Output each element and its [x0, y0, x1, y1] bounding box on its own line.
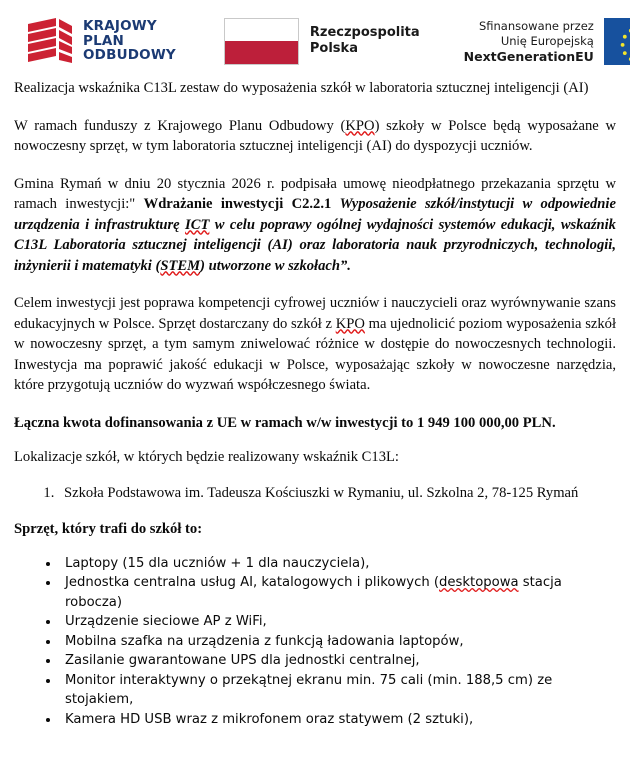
list-item — [60, 573, 616, 612]
eu-funding-logo — [464, 18, 630, 65]
paragraph-agreement — [14, 174, 616, 277]
list-item: • Urządzenie sieciowe AP z WiFi, — [60, 612, 616, 632]
list-item: • Monitor interaktywny o przekątnej ekranu min. 75 cali (min. 188,5 cm) ze stojakiem, — [60, 671, 616, 710]
list-item: • Mobilna szafka na urządzenia z funkcją ładowania laptopów, — [60, 632, 616, 652]
agreement-misspelled-stem: STEM — [160, 257, 201, 274]
eu-word-line-2: Unię Europejską — [500, 33, 594, 48]
list-item: • Laptopy (15 dla uczniów + 1 dla nauczyciela), — [60, 554, 616, 574]
poland-logo — [224, 18, 420, 65]
kpo-word-line-2: PLAN — [83, 32, 125, 49]
agreement-italic-2: w celu poprawy ogólnej wydajności systemów edukacji, wskaźnik C13L Laboratoria sztucznej inteligencji (AI) oraz laboratoria nauk przyrodniczych, technologii, inżynierii i matematyki ( — [14, 216, 616, 274]
list-item: 1. Szkoła Podstawowa im. Tadeusza Kościuszki w Rymaniu, ul. Szkolna 2, 78-125 Rymań — [58, 483, 616, 504]
funds-text-after: ) szkoły w Polsce będą wyposażane w nowoczesny sprzęt, w tym laboratoria sztucznej inteligencji (AI) do dyspozycji uczniów. — [14, 117, 616, 154]
funds-text-before: W ramach funduszy z Krajowego Planu Odbudowy ( — [14, 117, 346, 134]
kpo-word-line-3: ODBUDOWY — [83, 47, 176, 64]
poland-word-line-2: Polska — [309, 41, 358, 56]
kpo-word-line-1: KRAJOWY — [83, 18, 157, 35]
poland-word-line-1: Rzeczpospolita — [309, 25, 420, 40]
paragraph-intro: Realizacja wskaźnika C13L zestaw do wyposażenia szkół w laboratoria sztucznej inteligencji (AI) — [14, 80, 589, 96]
eu-flag-icon — [604, 18, 630, 65]
agreement-italic-3: ) utworzone w szkołach”. — [200, 257, 351, 274]
paragraph-funds — [14, 116, 616, 157]
poland-flag-icon — [224, 18, 299, 65]
kpo-building-icon — [26, 16, 74, 66]
paragraph-goal — [14, 293, 616, 396]
funding-total-statement: Łączna kwota dofinansowania z UE w ramach w/w inwestycji to 1 949 100 000,00 PLN. — [14, 414, 556, 431]
document-body — [0, 78, 630, 729]
kpo-logo — [26, 16, 176, 66]
kpo-logo-wordmark — [83, 19, 176, 63]
agreement-bold-title: Wdrażanie inwestycji C2.2.1 — [143, 196, 332, 212]
equipment-list — [14, 554, 616, 730]
equipment-misspelled-desktopowa: desktopowa — [439, 575, 519, 590]
goal-text-part2: ma ujednolicić poziom wyposażenia szkół w nowoczesny sprzęt, a tym samym zniwelować różnice w dostępie do nowoczesnych technologii. Inwestycja ma poprawić jakość edukacji w Polsce, wyposażając szkoły w nowoczesne narzędzia, które przygotują uczniów do wyzwań współczesnego świata. — [14, 315, 616, 393]
equipment-suffix: stacja robocza) — [65, 575, 562, 610]
eu-word-line-3: NextGenerationEU — [463, 48, 594, 64]
eu-word-line-1: Sfinansowane przez — [478, 18, 594, 33]
goal-misspelled-kpo: KPO — [335, 315, 365, 332]
list-item: • Kamera HD USB wraz z mikrofonem oraz statywem (2 sztuki), — [60, 710, 616, 730]
equipment-prefix: Jednostka centralna usług AI, katalogowych i plikowych ( — [65, 575, 440, 590]
agreement-lead: Gmina Rymań w dniu 20 stycznia 2026 r. podpisała umowę nieodpłatnego przekazania sprzętu w ramach inwestycji:" — [14, 175, 616, 212]
locations-intro: Lokalizacje szkół, w których będzie realizowany wskaźnik C13L: — [14, 449, 399, 465]
eu-funding-wordmark — [464, 19, 594, 64]
poland-logo-wordmark — [310, 25, 420, 57]
equipment-heading: Sprzęt, który trafi do szkół to: — [14, 521, 203, 537]
funds-misspelled-kpo: KPO — [345, 117, 375, 134]
goal-text-part1: Celem inwestycji jest poprawa kompetencji cyfrowej uczniów i nauczycieli oraz wyrównywanie szans edukacyjnych w Polsce. Sprzęt dostarczany do szkół z — [14, 295, 616, 332]
list-item: • Zasilanie gwarantowane UPS dla jednostki centralnej, — [60, 651, 616, 671]
funding-logo-bar — [0, 0, 630, 78]
agreement-italic-1: Wyposażenie szkół/instytucji w odpowiednie urządzenia i infrastrukturę — [14, 196, 616, 233]
agreement-misspelled-ict: ICT — [185, 216, 210, 233]
school-locations-list — [14, 483, 616, 504]
